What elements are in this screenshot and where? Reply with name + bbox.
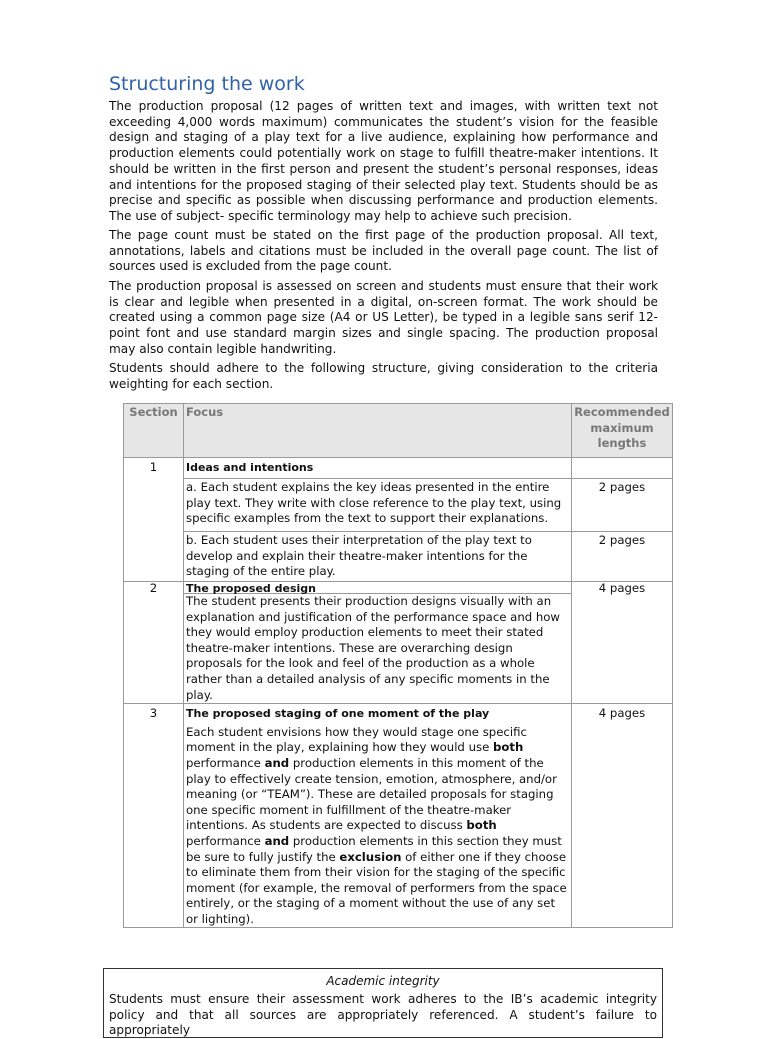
length-value: 2 pages: [572, 479, 673, 532]
text-run: performance: [186, 755, 265, 770]
emphasis: and: [264, 755, 290, 770]
focus-text: The student presents their production designs visually with an explanation and justification of the performance space and how they would employ production elements to meet their stated theatre-maker intentions. These are overarching design proposals for the look and feel of the production as a whole rather than a detailed analysis of any specific moments in the play.: [184, 594, 572, 704]
section-number: 2: [124, 582, 184, 704]
focus-cell: [184, 704, 572, 928]
text-run: performance: [186, 833, 265, 848]
paragraph-structure: Students should adhere to the following structure, giving consideration to the criteria weighting for each section.: [109, 361, 658, 391]
focus-text: [186, 725, 569, 928]
length-value: 2 pages: [572, 532, 673, 582]
text-run: production elements in this section they must be sure to fully justify the: [186, 833, 562, 864]
section-number: 1: [124, 458, 184, 582]
section-number: 3: [124, 704, 184, 928]
focus-title-text: The proposed design: [186, 582, 316, 595]
academic-integrity-title: Academic integrity: [326, 974, 440, 988]
focus-title: [184, 458, 572, 479]
paragraph-page-count: The page count must be stated on the first page of the production proposal. All text, annotations, labels and citations must be included in the overall page count. The list of sources used is excluded from the page count.: [109, 228, 658, 274]
header-section: Section: [124, 404, 184, 458]
emphasis: both: [466, 818, 497, 833]
focus-title-text: The proposed staging of one moment of the play: [186, 707, 490, 721]
focus-text: a. Each student explains the key ideas presented in the entire play text. They write with close reference to the play text, using specific examples from the text to support their explanations.: [184, 479, 572, 532]
emphasis: and: [264, 833, 290, 848]
page-title: Structuring the work: [109, 73, 305, 95]
header-length: Recommended maximum lengths: [572, 404, 673, 458]
length-value: 4 pages: [572, 582, 673, 704]
table-row: [124, 532, 673, 582]
focus-title: [184, 582, 572, 594]
academic-integrity-text: Students must ensure their assessment work adheres to the IB’s academic integrity policy and that all sources are appropriately referenced. A student’s failure to appropriately: [109, 992, 657, 1038]
focus-text: b. Each student uses their interpretation of the play text to develop and explain their theatre-maker intentions for the staging of the entire play.: [184, 532, 572, 582]
structure-table: [123, 403, 673, 928]
table-row: [124, 704, 673, 928]
paragraph-intro: The production proposal (12 pages of written text and images, with written text not exceeding 4,000 words maximum) communicates the student’s vision for the feasible design and staging of a play text for a live audience, explaining how performance and production elements could potentially work on stage to fulfill theatre-maker intentions. It should be written in the first person and present the student’s personal responses, ideas and intentions for the proposed staging of their selected play text. Students should be as precise and specific as possible when discussing performance and production elements. The use of subject- specific terminology may help to achieve such precision.: [109, 99, 658, 223]
emphasis: exclusion: [339, 849, 402, 864]
focus-title-text: Ideas and intentions: [186, 461, 314, 474]
length-value: 4 pages: [572, 704, 673, 928]
header-focus: Focus: [184, 404, 572, 458]
emphasis: both: [492, 740, 524, 755]
academic-integrity-box: [103, 968, 663, 1038]
table-row: [124, 582, 673, 594]
table-row: [124, 458, 673, 479]
text-run: of either one if they choose to eliminate them from their vision for the staging of the specific moment (for example, the removal of performers from the space entirely, or the staging of a moment without the use of any set or lighting).: [186, 849, 567, 926]
empty-cell: [572, 458, 673, 479]
text-run: production elements in this moment of the play to effectively create tension, emotion, atmosphere, and/or meaning (or “TEAM”). These are detailed proposals for staging one specific moment in fulfillment of the theatre-maker intentions. As students are expected to discuss: [186, 755, 557, 833]
table-header-row: [124, 404, 673, 458]
table-row: [124, 479, 673, 532]
paragraph-format: The production proposal is assessed on screen and students must ensure that their work is clear and legible when presented in a digital, on-screen format. The work should be created using a common page size (A4 or US Letter), be typed in a legible sans serif 12-point font and use standard margin sizes and single spacing. The production proposal may also contain legible handwriting.: [109, 279, 658, 356]
text-run: Each student envisions how they would stage one specific moment in the play, explaining how they would use: [186, 724, 527, 755]
